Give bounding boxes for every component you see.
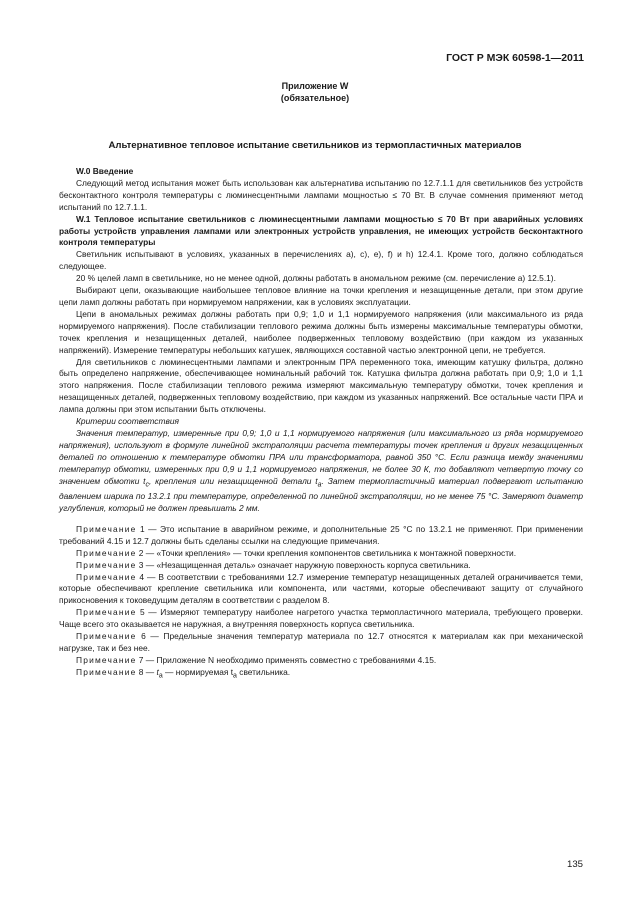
note-label: Примечание [76,654,137,665]
note-text: — нормируемая t [162,666,234,677]
note-label: Примечание [76,666,137,677]
criteria-text-1: Значения температур, измеренные при 0,9; 1,0 и 1,1 нормируемого напряжения (или максимального из ряда нормируемого напряжения), используют в формуле линейной экстраполяции расчета температуры точек крепления и других незащищенных деталей по отношению к температуре обмотки ПРА или трансформатора, равной 350 °С. Если разница между значениями температур обмотки, измеренных при 0,9 и 1,1 нормируемого напряжения, не более 30 К, то добавляют четвертую точку со значением обмотки t [59,427,583,486]
note-6 [59,631,583,655]
section-w1-paragraph-3: Выбирают цепи, оказывающие наибольшее тепловое влияние на точки крепления и незащищенные детали, при этом другие цепи ламп должны работать при нормируемом напряжении, как в условиях эксплуатации. [59,285,583,307]
note-3 [59,560,583,572]
criteria-paragraph [59,428,583,515]
annex-status: (обязательное) [280,93,350,103]
section-w0-heading: W.0 Введение [76,166,134,176]
note-text: 2 — «Точки крепления» — точки крепления компонентов светильника к монтажной поверхности. [136,547,517,558]
note-text: светильника. [236,666,291,677]
note-text: 7 — Приложение N необходимо применять совместно с требованиями 4.15. [136,654,437,665]
notes-block [59,524,583,682]
annex-heading [0,80,630,104]
note-sub: a [158,672,163,680]
note-7 [59,655,583,667]
note-4 [59,572,583,608]
note-sub: a [233,672,237,680]
criteria-sub-c: c [145,481,150,489]
section-w1-paragraph-2: 20 % целей ламп в светильнике, но не менее одной, должны работать в аномальном режиме (см. перечисление a) 12.5.1). [76,273,556,284]
note-label: Примечание [76,559,137,570]
criteria-heading: Критерии соответствия [76,416,179,427]
section-w0-paragraph: Следующий метод испытания может быть использован как альтернатива испытанию по 12.7.1.1 для светильников без устройств бесконтактного контроля температуры с люминесцентными лампами мощностью ≤ 70 Вт. В случае сомнения применяют метод испытаний по 12.7.1.1. [59,177,583,212]
note-text: 1 — Это испытание в аварийном режиме, и дополнительные 25 °С по 13.2.1 не применяют. При применении требований 4.15 и 12.7 должны быть сделаны ссылки на следующие примечания. [59,523,583,546]
note-1 [59,524,583,548]
note-label: Примечание [76,523,137,534]
note-text: 5 — Измеряют температуру наиболее нагретого участка термопластичного материала, требующего проверки. Чаще всего это оказывается не наружная, а внутренняя поверхность корпуса светильника. [59,607,583,630]
note-5 [59,607,583,631]
note-text: 8 — [136,666,157,677]
note-8 [59,667,583,683]
page-number: 135 [566,859,583,870]
standard-number: ГОСТ Р МЭК 60598-1—2011 [446,52,584,64]
criteria-text-3: . Затем термопластичный материал подвергают испытанию давлением шарика по 13.2.1 при температуре, определенной по линейной экстраполяции, но не менее 75 °С. Замеряют диаметр углубления, который не должен превышать 2 мм. [59,475,583,514]
note-label: Примечание [76,547,137,558]
section-w1-paragraph-4: Цепи в аномальных режимах должны работать при 0,9; 1,0 и 1,1 нормируемого напряжения (или максимального из ряда нормируемого напряжения). После стабилизации теплового режима должны быть измерены максимальные температуры обмотки, точек крепления и незащищенных деталей, наиболее подверженных тепловому воздействию (при каждом из указанных напряжений). Измерение температуры небольших катушек, являющихся составной частью электронной цепи, не требуется. [59,308,583,355]
note-label: Примечание [76,571,137,582]
note-text: 6 — Предельные значения температур материала по 12.7 относятся к материалам как при механической нагрузке, так и без нее. [59,631,583,654]
note-text: 3 — «Незащищенная деталь» означает наружную поверхность корпуса светильника. [136,559,471,570]
criteria-sub-a: a [317,481,322,489]
document-body [59,166,583,682]
section-w1-paragraph-1: Светильник испытывают в условиях, указанных в перечислениях a), c), e), f) и h) 12.4.1. Кроме того, должно соблюдаться следующее. [59,249,583,272]
section-w1-paragraph-5: Для светильников с люминесцентными лампами и электронным ПРА переменного тока, имеющим катушку фильтра, должно быть определено напряжение, обеспечивающее номинальный рабочий ток. Катушка фильтра должна работать при 0,9; 1,0 и 1,1 этого напряжения. После стабилизации теплового режима измеряют максимальную температуру обмотки, точек крепления и незащищенных деталей, подверженных тепловому воздействию, при каждом из указанных напряжений. Все остальные части ПРА и лампа должны при этом испытании быть отключены. [59,356,583,415]
annex-title: Приложение W [281,81,349,91]
criteria-text-2: , крепления или незащищенной детали t [149,475,318,486]
note-symbol: t [156,666,159,677]
note-2 [59,548,583,560]
note-label: Примечание [76,631,137,642]
main-title: Альтернативное тепловое испытание светильников из термопластичных материалов [108,140,522,151]
note-label: Примечание [76,607,137,618]
section-w1-heading: W.1 Тепловое испытание светильников с люминесцентными лампами мощностью ≤ 70 Вт при аварийных условиях работы устройств управления лампами или электронных устройств управления, не имеющих устройств бесконтактного контроля температуры [59,213,583,248]
note-text: 4 — В соответствии с требованиями 12.7 измерение температур незащищенных деталей ограничивается теми, которые обеспечивают крепление светильника или компонента, или частями, которые обеспечивают защиту от случайного прикосновения к токоведущим деталям в соответствии с разделом 8. [59,571,583,606]
